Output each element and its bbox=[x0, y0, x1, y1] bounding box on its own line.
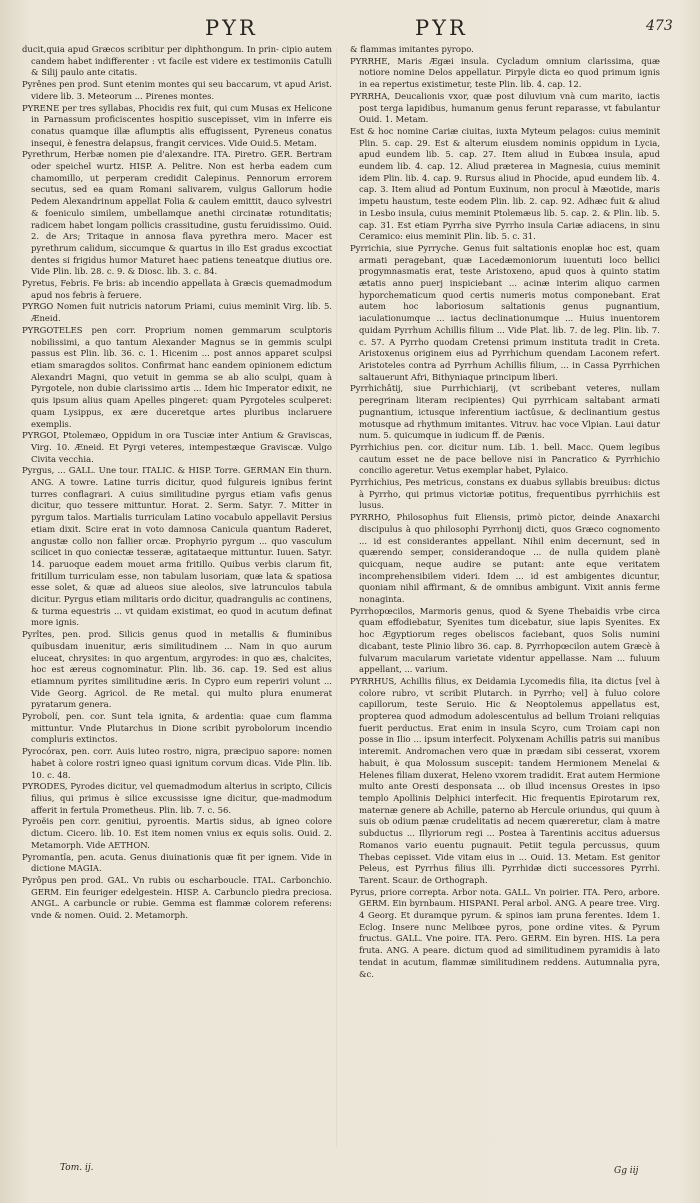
dictionary-entry: PYRRHO, Philosophus fuit Eliensis, primò pictor, deinde Anaxarchi discipulus à quo philosophi Pyrrhonij dicti, quos Græco cognomento ... id est considerantes appellant. Nihil enim decernunt, sed in quærendo semper, considerandoque ... de nulla quidem planè quicquam, neque audire se putant: ante eque veritatem incomprehensibilem videri. Idem ... id est ambigentes dicuntur, quoniam nihil affirmant, & de omnibus ambigunt. Vixit annis ferme nonaginta. bbox=[350, 512, 660, 605]
dictionary-entry: PYRRHE, Maris Ægæi insula. Cycladum omnium clarissima, quæ notiore nomine Delos appellatur. Pirpyle dicta eo quod primum ignis in ea repertus existimetur, teste Plin. lib. 4. cap. 12. bbox=[350, 55, 660, 90]
dictionary-entry: Pyrrichia, siue Pyrryche. Genus fuit saltationis enoplæ hoc est, quam armati peragebant, quæ Lacedæmoniorum iuuentuti loco bellici progymnasmatis erat, teste Aristoxeno, apud quos à quinto statim ætatis anno puerj inspiciebant ... acinæ interim aliquo carmen hyporchematicum quod certis numeris motus componebant. Erat autem hoc laboriosum saltationis genus pugnantium, iaculationumque ... iactus declinationumque ... Huius inuentorem quidam Pyrrhum Achillis filium ... Vide Plat. lib. 7. de leg. Plin. lib. 7. c. 57. A Pyrrho quodam Cretensi primum instituta tradit in Creta. Aristoxenus originem eius ad Pyrrhichum quendam Laconem refert. Aristoteles contra ad Pyrrhum Achillis filium, ... in Cassa Pyrrhichen saltauerunt Afri, Bithyniaque principum liberi. bbox=[350, 242, 660, 382]
dictionary-entry: Pyrîtes, pen. prod. Silicis genus quod in metallis & fluminibus quibusdam inuenitur, æris similitudinem ... Nam in quo aurum eluceat, chrysites: in quo argentum, argyrodes: in quo æs, chalcites, hoc est æreus cognominatur. Plin. lib. 36. cap. 19. Sed est alius etiamnum pyrites similitudine æris. In Cypro eum reperiri volunt ... Vide Georg. Agricol. de Re metal. qui multo plura enumerat pyratarum genera. bbox=[22, 629, 332, 710]
dictionary-entry: Pyrobolí, pen. cor. Sunt tela ignita, & ardentia: quae cum flamma mittuntur. Vnde Plutarchus in Dione scribit pyrobolorum incendio compluris extinctos. bbox=[22, 711, 332, 745]
running-head-right: PYR bbox=[415, 16, 468, 40]
dictionary-entry: Pyroëis pen corr. genitiui, pyroentis. Martis sidus, ab igneo colore dictum. Cicero. lib. 10. Est item nomen vnius ex equis solis. Ouid. 2. Metamorph. Vide AETHON. bbox=[22, 816, 332, 850]
volume-signature: Tom. ij. bbox=[60, 1163, 94, 1173]
dictionary-entry: PYRENE per tres syllabas, Phocidis rex fuit, qui cum Musas ex Helicone in Parnassum proficiscentes hospitio suscepisset, vim in inferre eis conatus quamque illæ aflumptis alis effugissent, Pyreneus conatus insequi, è fenestra delapsus, frangit cervices. Vide Ouid.5. Metam. bbox=[22, 102, 332, 148]
dictionary-entry: Pyrênes pen prod. Sunt etenim montes qui seu baccarum, vt apud Arist. videre lib. 3. Meteorum ... Pirenes montes. bbox=[22, 79, 332, 101]
gathering-signature: Gg iij bbox=[614, 1166, 639, 1176]
dictionary-entry: Pyrrhopœcilos, Marmoris genus, quod & Syene Thebaidis vrbe circa quam effodiebatur, Syenites tum dicebatur, siue lapis Syenites. Ex hoc Ægyptiorum reges obeliscos faciebant, quos Solis numini dicabant, teste Plinio libro 36. cap. 8. Pyrrhopœcilon autem Græcè à fulvarum macularum varietate videntur appellasse. Nam ... fuluum appellant, ... varium. bbox=[350, 605, 660, 675]
dictionary-entry: Pyrgus, ... GALL. Une tour. ITALIC. & HISP. Torre. GERMAN Ein thurn. ANG. A towre. Latine turris dicitur, quod fulgureis ignibus ferint turres conflagrari. A cuius similitudine pyrgus etiam vafis genus dicitur, quo tessere mittuntur. Horat. 2. Serm. Satyr. 7. Mitter in pyrgum talos. Martialis turriculam Latino vocabulo appellavit Persius etiam dixit. Scire erat in voto damnosa Canicula quantum Raderet, angustæ collo non fallier orcæ. Prophyrio pyrgum ... quo vasculum scilicet in quo coniectæ tesseræ, agitataeque mittuntur. Iuuen. Satyr. 14. paruoque eadem mouet arma fritillo. Quibus verbis clarum fit, fritillum turriculam esse, non tabulam lusoriam, quæ lata & spatiosa esse solet, & quæ ad alueos siue aleolos, sive latrunculos tabula dicitur. Pyrgus etiam militaris ordo dicitur, quadrangulis ac continens, & turma equestris ... vt quidam existimat, eo quod in acutum definat more ignis. bbox=[22, 465, 332, 628]
dictionary-entry: PYRODES, Pyrodes dicitur, vel quemadmodum alterius in scripto, Cilicis filius, qui primus è silice excussisse igne dicitur, que-madmodum afferit in fertula Prometheus. Plin. lib. 7. c. 56. bbox=[22, 781, 332, 815]
dictionary-entry: Est & hoc nomine Cariæ ciuitas, iuxta Myteum pelagos: cuius meminit Plin. 5. cap. 29. Est & alterum eiusdem nominis oppidum in Lycia, apud eundem lib. 5. cap. 27. Item aliud in Eubœa insula, apud eundem lib. 4. cap. 12. Aliud præterea in Magnesia, cuius meminit idem Plin. lib. 4. cap. 9. Rursus aliud in Phocide, apud eundem lib. 4. cap. 3. Item aliud ad Pontum Euxinum, non procul à Mæotide, maris impetu haustum, teste eodem Plin. lib. 2. cap. 92. Adhæc fuit & aliud in Lesbo insula, cuius meminit Ptolemæus lib. 5. cap. 2. & Plin. lib. 5. cap. 31. Est etiam Pyrrha sive Pyrrho insula Cariæ adiacens, in sinu Ceramico: eius meminit Plin. lib. 5. c. 31. bbox=[350, 125, 660, 242]
dictionary-entry: Pyrocórax, pen. corr. Auis luteo rostro, nigra, præcipuo sapore: nomen habet à colore rostri igneo quasi ignitum corvum dicas. Vide Plin. lib. 10. c. 48. bbox=[22, 746, 332, 780]
dictionary-entry: & flammas imitantes pyropo. bbox=[350, 44, 474, 54]
dictionary-entry: ducit,quia apud Græcos scribitur per diphthongum. In prin- cipio autem candem habet indifferenter : vt facile est videre ex testimoniis Catulli & Silij paulo ante citatis. bbox=[22, 44, 332, 78]
page-number: 473 bbox=[646, 18, 673, 34]
left-column bbox=[22, 44, 332, 922]
dictionary-entry: Pyrethrum, Herbæ nomen pie d'alexandre. ITA. Piretro. GER. Bertram oder speichel wurtz. HISP. A. Pelitre. Non est herba eadem cum chamomillo, ut perperam credidit Calepinus. Pennorum errorem secutus, sed ea quam Romani salivarem, vulgus Gallorum hodie Pedem Alexandrinum appellat Folia & caulem emittit, dauco sylvestri & foeniculo similem, umbellamque anethi circinatæ rotunditatis; radicem habet longam pollicis crassitudine, gustu feruidissimo. Ouid. 2. de Ars; Tritaque in annosa flava pyrethra mero. Macer est pyrethrum calidum, siccumque & quartus in illo Est gradus excoctiat dentes si frigidus humor Maturet haec patiens teneatque diutius ore. Vide Plin. lib. 28. c. 9. & Diosc. lib. 3. c. 84. bbox=[22, 149, 332, 277]
column-divider bbox=[336, 48, 337, 1148]
running-head bbox=[0, 12, 700, 42]
dictionary-entry: Pyrrhichâtij, siue Purrhichiarij, (vt scribebant veteres, nullam peregrinam literam recipientes) Qui pyrrhicam saltabant armati pugnantium, ictusque inferentium iactûsue, & declinantium gestus motusque ad rhythmum imitantes. Vitruv. hac voce Vlpian. Laui datur num. 5. quicumque in iudicum ff. de Pænis. bbox=[350, 383, 660, 441]
dictionary-entry: Pyrrhichius, Pes metricus, constans ex duabus syllabis breuibus: dictus à Pyrrho, qui primus victoriæ potitus, frequentibus pyrrhichiis est lusus. bbox=[350, 477, 660, 511]
dictionary-entry: PYRGO Nomen fuit nutricis natorum Priami, cuius meminit Virg. lib. 5. Æneid. bbox=[22, 301, 332, 324]
dictionary-entry: Pyrôpus pen prod. GAL. Vn rubis ou escharboucle. ITAL. Carbonchio. GERM. Ein feuriger edelgestein. HISP. A. Carbunclo piedra preciosa. ANGL. A carbuncle or rubie. Gemma est flammæ colorem referens: vnde & nomen. Ouid. 2. Metamorph. bbox=[22, 874, 332, 921]
dictionary-entry: PYRRHUS, Achillis filius, ex Deidamia Lycomedis filia, ita dictus [vel à colore rubro, vt scribit Plutarch. in Pyrrho; vel] à fuluo colore capillorum, teste Seruio. Hic & Neoptolemus appellatus est, propterea quod admodum adolescentulus ad bellum Troiani reliquias fuerit perductus. Erat enim in insula Scyro, cum Troiam capi non posse in Ilio ... ipsum interfecit. Polyxenam Achillis patris sui manibus interemit. Andromachen vero quæ in prædam sibi cesserat, vxorem habuit, è qua Molossum suscepit: tandem Hermionem Menelai & Helenes filiam duxerat, Heleno vxorem tradidit. Erat autem Hermione multo ante Oresti desponsata ... ob illud incensus Orestes in ipso templo Apollinis Delphici interfecit. Hic frequentis Epirotarum rex, maternæ genere ab Achille, paterno ab Hercule oriundus, qui quum à suis ob odium pænæ crudelitatis ad necem quæreretur, clam à matre subductus ... Illyriorum regi ... Postea à Tarentinis accitus aduersus Romanos vario euentu pugnauit. Petiit tegula percussus, quum Thebas cepisset. Vide vitam eius in ... Ouid. 13. Metam. Est genitor Peleus, est Pyrrhus filius illi. Pyrrhidæ dicti successores Pyrrhi. Tarent. Scaur. de Orthograph. bbox=[350, 675, 661, 885]
dictionary-entry: Pyromantîa, pen. acuta. Genus diuinationis quæ fit per ignem. Vide in dictione MAGIA. bbox=[22, 851, 332, 874]
dictionary-entry: Pyrrhichius pen. cor. dicitur num. Lib. 1. bell. Macc. Quem legibus cautum esset ne de pace bellove nisi in Pancratico & Pyrrhichio concilio ageretur. Vetus exemplar habet, Pylaico. bbox=[350, 441, 660, 476]
right-column bbox=[350, 44, 660, 980]
dictionary-entry: PYRRHA, Deucalionis vxor, quæ post diluvium vnà cum marito, iactis post terga lapidibus, humanum genus ferunt reparasse, vt fabulantur Ouid. 1. Metam. bbox=[350, 90, 660, 125]
dictionary-entry: Pyretus, Febris. Fe bris: ab incendio appellata à Græcis quemadmodum apud nos febris à feruere. bbox=[22, 278, 332, 300]
dictionary-entry: PYRGOTELES pen corr. Proprium nomen gemmarum sculptoris nobilissimi, a quo tantum Alexander Magnus se in gemmis sculpi passus est Plin. lib. 36. c. 1. Hicenim ... post annos apparet sculpsi etiam smaragdos solitos. Confirmat hanc eandem opinionem edictum Alexandri Magni, quo vetuit in gemma se ab alio sculpi, quam à Pyrgotele, non dubie clarissimo artis ... Idem hic Imperator edixit, ne quis ipsum alius quam Apelles pingeret: quam Pyrgoteles sculperet: quam Lysippus, ex ære duceretque artes pluribus inclaruere exemplis. bbox=[22, 324, 332, 429]
dictionary-entry: Pyrus, priore correpta. Arbor nota. GALL. Vn poirier. ITA. Pero, arbore. GERM. Ein byrnbaum. HISPANI. Peral arbol. ANG. A peare tree. Virg. 4 Georg. Et duramque pyrum. & spinos iam pruna ferentes. Idem 1. Eclog. Insere nunc Melibœe pyros, pone ordine vites. & Pyrum fructus. GALL. Vne poire. ITA. Pero. GERM. Ein byren. HIS. La pera fruta. ANG. A peare. dictum quod ad similitudinem pyramidis à lato tendat in acutum, flammæ similitudinem reddens. Autumnalia pyra, &c. bbox=[350, 886, 660, 979]
dictionary-entry: PYRGOI, Ptolemæo, Oppidum in ora Tusciæ inter Antium & Graviscas, Virg. 10. Æneid. Et Pyrgi veteres, intempestæque Graviscæ. Vulgo Civita vecchia. bbox=[22, 430, 332, 464]
running-head-left: PYR bbox=[205, 16, 258, 40]
